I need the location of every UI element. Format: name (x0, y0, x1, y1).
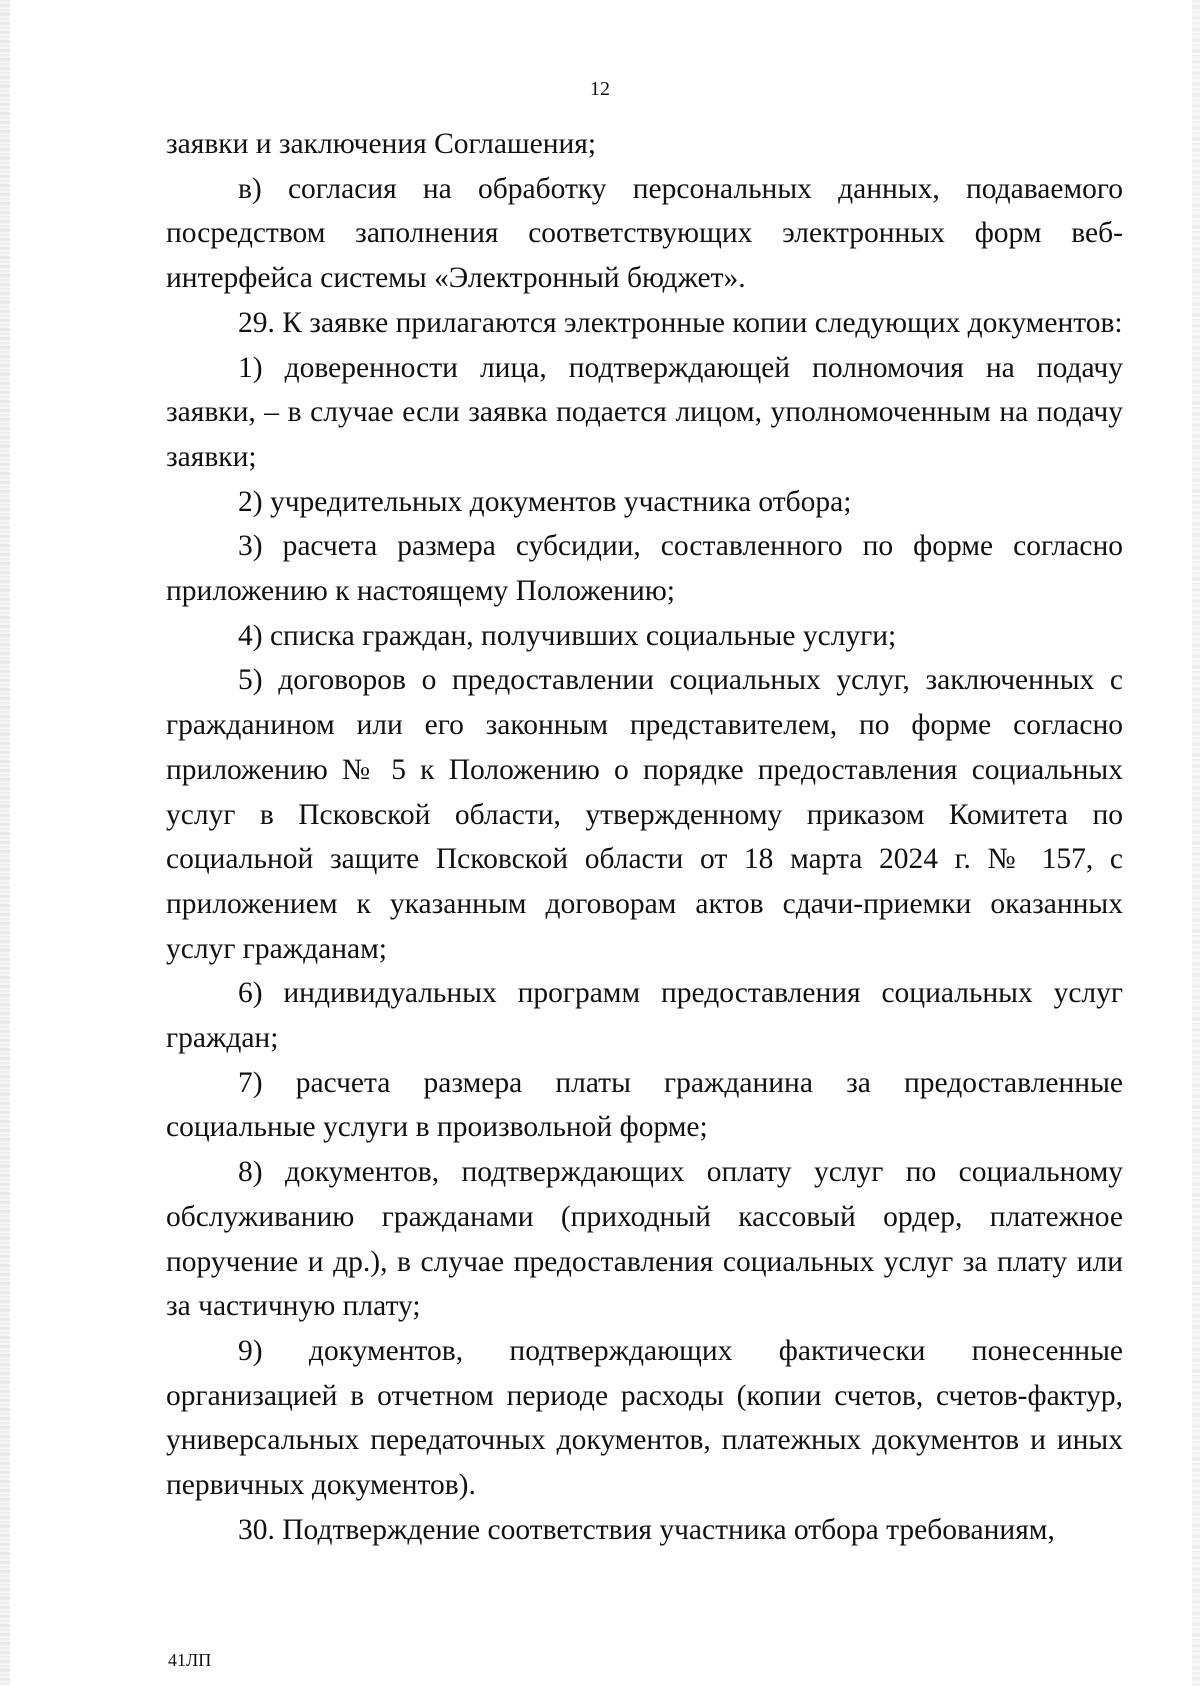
scan-edge-right (1192, 0, 1200, 1686)
paragraph-item-9: 9) документов, подтверждающих фактически понесенные организацией в отчетном периоде расходы (копии счетов, счетов-фактур, универсальных передаточных документов, платежных документов и иных первичных документов). (166, 1334, 1123, 1502)
paragraph-item-1: 1) доверенности лица, подтверждающей полномочия на подачу заявки, – в случае если заявка подается лицом, уполномоченным на подачу заявки; (166, 351, 1123, 473)
footer-document-code: 41ЛП (168, 1650, 212, 1670)
paragraph-clause-30: 30. Подтверждение соответствия участника отбора требованиям, (238, 1513, 1055, 1546)
paragraph-item-8: 8) документов, подтверждающих оплату услуг по социальному обслуживанию гражданами (приходный кассовый ордер, платежное поручение и др.), в случае предоставления социальных услуг за плату или за частичную плату; (166, 1156, 1123, 1323)
paragraph-item-5: 5) договоров о предоставлении социальных услуг, заключенных с гражданином или его законным представителем, по форме согласно приложению № 5 к Положению о порядке предоставления социальных услуг в Псковской области, утвержденному приказом Комитета по социальной защите Псковской области от 18 марта 2024 г. № 157, с приложением к указанным договорам актов сдачи-приемки оказанных услуг гражданам; (166, 664, 1123, 965)
paragraph-item-3: 3) расчета размера субсидии, составленного по форме согласно приложению к настоящему Положению; (166, 530, 1123, 608)
page-number: 12 (590, 78, 610, 100)
paragraph-item-4: 4) списка граждан, получивших социальные услуги; (238, 619, 897, 652)
scan-edge-left (0, 0, 10, 1686)
document-body (166, 122, 1123, 1553)
paragraph-continuation: заявки и заключения Соглашения; (166, 128, 597, 160)
paragraph-item-2: 2) учредительных документов участника отбора; (238, 485, 852, 518)
paragraph-item-7: 7) расчета размера платы гражданина за предоставленные социальные услуги в произвольной форме; (166, 1066, 1123, 1144)
paragraph-clause-29: 29. К заявке прилагаются электронные копии следующих документов: (238, 306, 1123, 339)
paragraph-item-v: в) согласия на обработку персональных данных, подаваемого посредством заполнения соответствующих электронных форм веб-интерфейса системы «Электронный бюджет». (166, 172, 1123, 295)
paragraph-item-6: 6) индивидуальных программ предоставления социальных услуг граждан; (166, 977, 1123, 1055)
